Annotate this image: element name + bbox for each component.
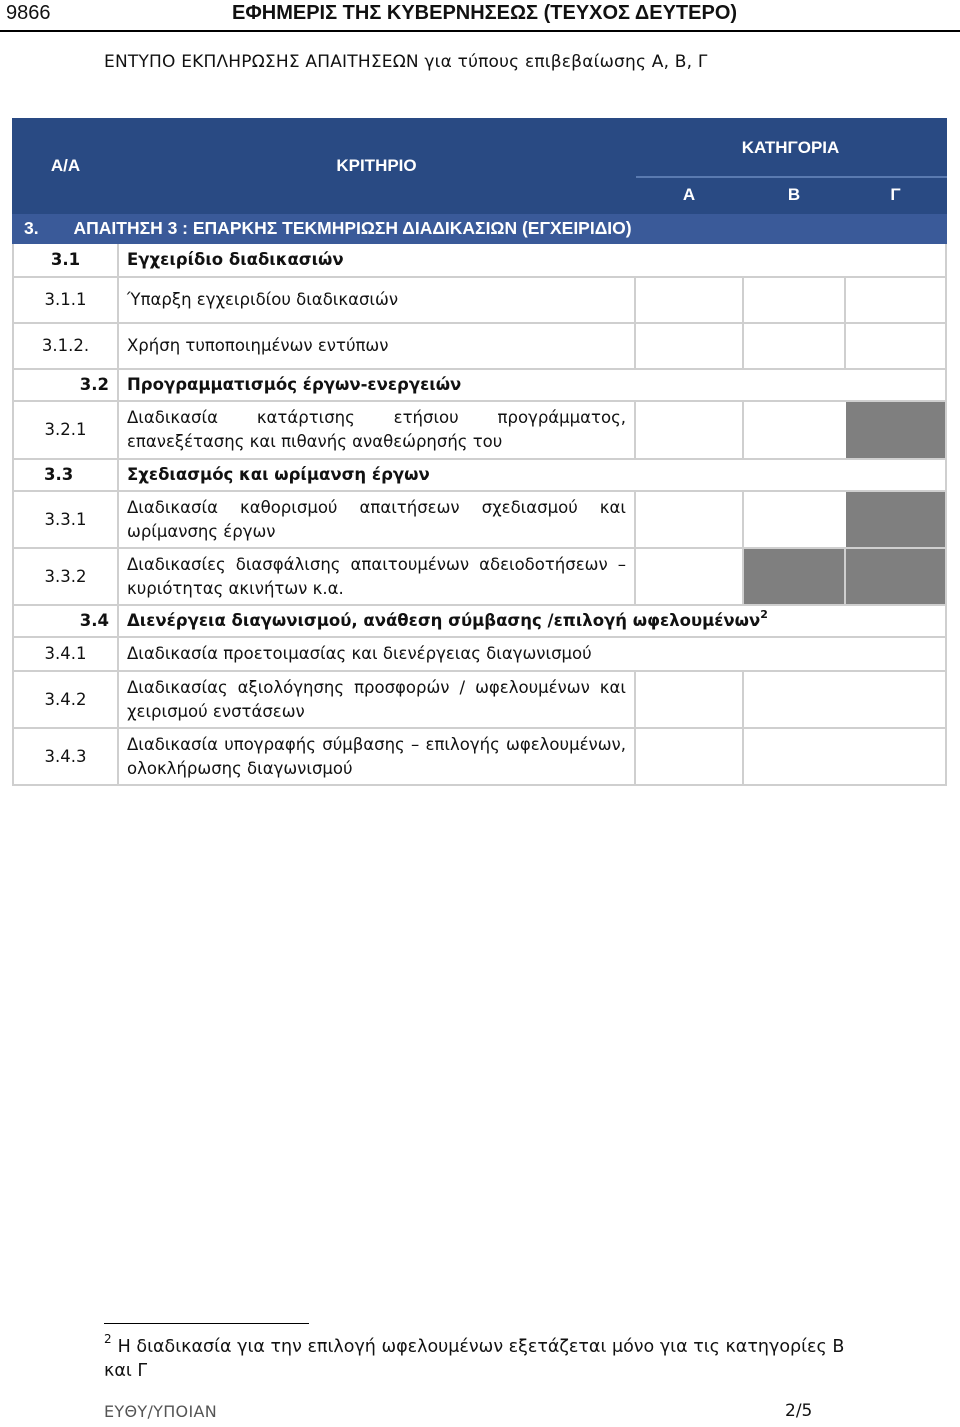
footnote-text: Η διαδικασία για την επιλογή ωφελουμένων εξετάζεται μόνο για τις κατηγορίες Β και Γ — [104, 1337, 845, 1381]
row-criterion: Διαδικασία καθορισμού απαιτήσεων σχεδιασμού και ωρίμανσης έργων — [118, 491, 635, 548]
row-criterion: Σχεδιασμός και ωρίμανση έργων — [118, 459, 946, 491]
footer-department: ΕΥΘΥ/ΥΠΟΙΑΝ — [104, 1402, 217, 1421]
col-category-header: ΚΑΤΗΓΟΡΙΑ — [635, 119, 946, 177]
table-row — [13, 491, 946, 548]
table-row — [13, 671, 946, 728]
cell-cat-c-shaded — [845, 401, 946, 459]
gazette-title: ΕΦΗΜΕΡΙΣ ΤΗΣ ΚΥΒΕΡΝΗΣΕΩΣ (ΤΕΥΧΟΣ ΔΕΥΤΕΡΟ) — [232, 2, 738, 24]
table-row — [13, 401, 946, 459]
col-criterion-header: ΚΡΙΤΗΡΙΟ — [118, 119, 635, 213]
footnote-marker: 2 — [104, 1332, 112, 1346]
cell-cat-b[interactable] — [743, 671, 845, 728]
footnote-ref: 2 — [760, 608, 768, 621]
table-row — [13, 323, 946, 369]
gazette-header — [0, 0, 960, 32]
cell-cat-c[interactable] — [845, 277, 946, 323]
form-title: ΕΝΤΥΠΟ ΕΚΠΛΗΡΩΣΗΣ ΑΠΑΙΤΗΣΕΩΝ για τύπους επιβεβαίωσης Α, Β, Γ — [104, 52, 708, 72]
cat-c-header: Γ — [845, 177, 946, 213]
table-row — [13, 243, 946, 277]
cell-cat-a[interactable] — [635, 491, 743, 548]
row-number: 3.4 — [13, 605, 118, 637]
cell-cat-c-shaded — [845, 491, 946, 548]
row-criterion: Διαδικασία κατάρτισης ετήσιου προγράμματος, επανεξέτασης και πιθανής αναθεώρησής του — [118, 401, 635, 459]
row-criterion: Διαδικασίας αξιολόγησης προσφορών / ωφελουμένων και χειρισμού ενστάσεων — [118, 671, 635, 728]
cell-cat-b[interactable] — [743, 728, 845, 785]
table-row — [13, 728, 946, 785]
cell-cat-b[interactable] — [743, 277, 845, 323]
cell-cat-c-shaded — [845, 548, 946, 605]
row-number: 3.1 — [13, 243, 118, 277]
footnote-divider — [104, 1323, 309, 1324]
row-criterion: Διαδικασία προετοιμασίας και διενέργειας διαγωνισμού — [118, 637, 946, 671]
row-number: 3.3.1 — [13, 491, 118, 548]
footer-page-count: 2/5 — [785, 1401, 813, 1421]
row-criterion: Προγραμματισμός έργων-ενεργειών — [118, 369, 946, 401]
row-number: 3.2.1 — [13, 401, 118, 459]
cell-cat-b[interactable] — [743, 323, 845, 369]
row-number: 3.4.1 — [13, 637, 118, 671]
row-criterion — [118, 605, 946, 637]
row-number: 3.2 — [13, 369, 118, 401]
footnote — [104, 1332, 864, 1383]
table-row — [13, 369, 946, 401]
row-criterion: Ύπαρξη εγχειριδίου διαδικασιών — [118, 277, 635, 323]
table-row — [13, 459, 946, 491]
section-number: 3. — [24, 218, 39, 238]
row-number: 3.3.2 — [13, 548, 118, 605]
row-number: 3.1.1 — [13, 277, 118, 323]
row-criterion: Διαδικασίες διασφάλισης απαιτουμένων αδειοδοτήσεων – κυριότητας ακινήτων κ.α. — [118, 548, 635, 605]
cell-cat-b[interactable] — [743, 491, 845, 548]
cell-cat-a[interactable] — [635, 728, 743, 785]
cell-cat-b[interactable] — [743, 401, 845, 459]
cell-cat-c[interactable] — [845, 323, 946, 369]
cell-cat-a[interactable] — [635, 401, 743, 459]
row-criterion: Εγχειρίδιο διαδικασιών — [118, 243, 946, 277]
row-criterion: Χρήση τυποποιημένων εντύπων — [118, 323, 635, 369]
row-criterion: Διαδικασία υπογραφής σύμβασης – επιλογής ωφελουμένων, ολοκλήρωσης διαγωνισμού — [118, 728, 635, 785]
row-criterion-text: Διενέργεια διαγωνισμού, ανάθεση σύμβασης /επιλογή ωφελουμένων — [127, 611, 761, 630]
row-number: 3.3 — [13, 459, 118, 491]
table-row — [13, 277, 946, 323]
cell-cat-c[interactable] — [845, 671, 946, 728]
table-row — [13, 548, 946, 605]
section-title — [13, 213, 946, 243]
cat-a-header: Α — [635, 177, 743, 213]
cell-cat-a[interactable] — [635, 277, 743, 323]
section-text: ΑΠΑΙΤΗΣΗ 3 : ΕΠΑΡΚΗΣ ΤΕΚΜΗΡΙΩΣΗ ΔΙΑΔΙΚΑΣΙΩΝ (ΕΓΧΕΙΡΙΔΙΟ) — [73, 218, 632, 238]
page-number: 9866 — [6, 2, 51, 24]
row-number: 3.1.2. — [13, 323, 118, 369]
cell-cat-a[interactable] — [635, 323, 743, 369]
table-row — [13, 605, 946, 637]
cat-b-header: Β — [743, 177, 845, 213]
table-header-row — [13, 119, 946, 177]
cell-cat-a[interactable] — [635, 548, 743, 605]
cell-cat-a[interactable] — [635, 671, 743, 728]
table-row — [13, 637, 946, 671]
col-aa-header: Α/Α — [13, 119, 118, 213]
row-number: 3.4.3 — [13, 728, 118, 785]
cell-cat-b-shaded — [743, 548, 845, 605]
row-number: 3.4.2 — [13, 671, 118, 728]
section-row — [13, 213, 946, 243]
cell-cat-c[interactable] — [845, 728, 946, 785]
requirements-table — [12, 118, 947, 786]
